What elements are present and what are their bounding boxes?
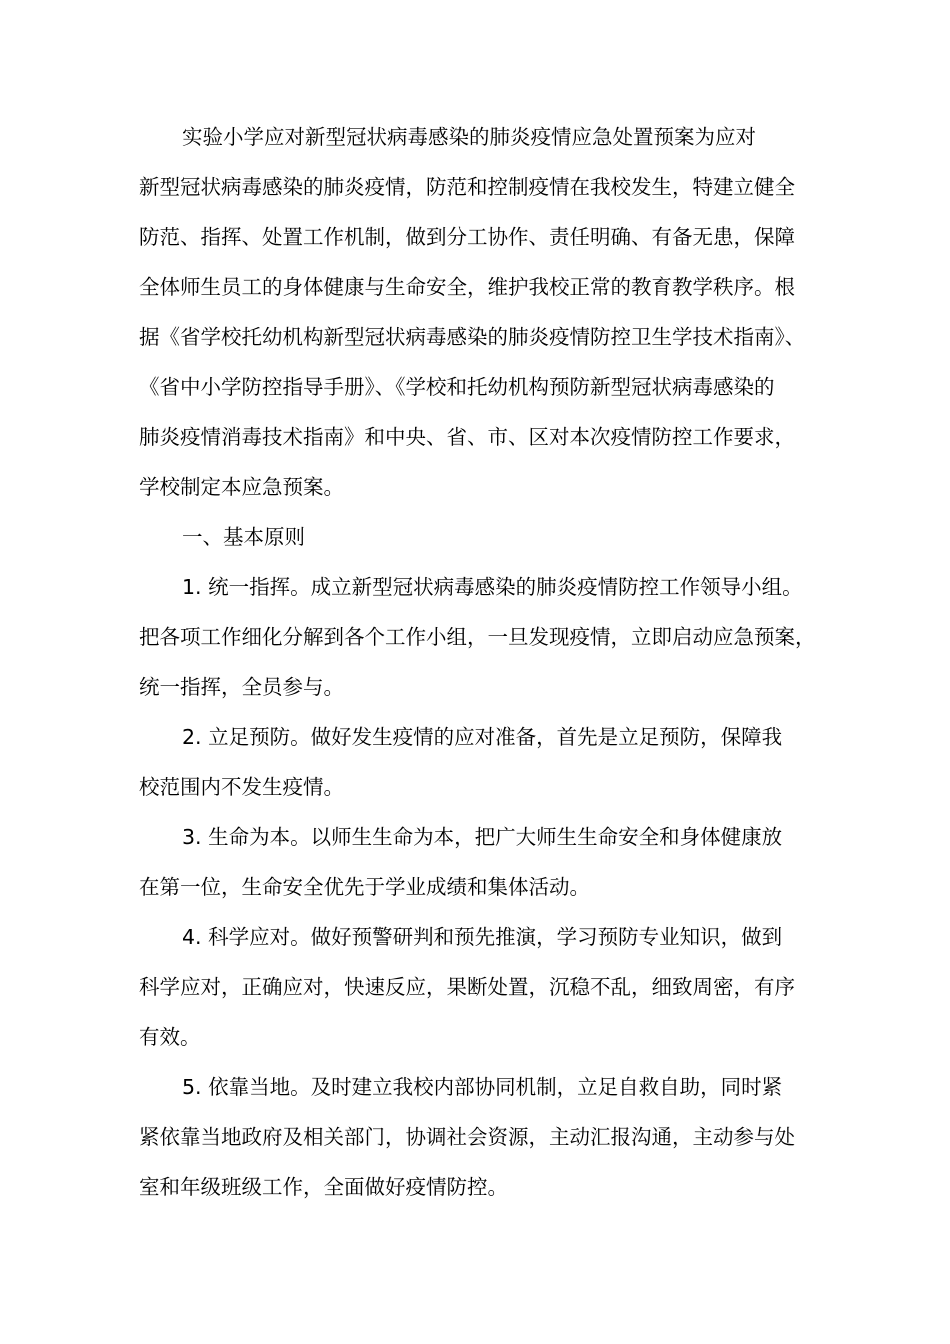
text-line: 4. 科学应对。做好预警研判和预先推演，学习预防专业知识，做到: [182, 925, 783, 949]
text-line: 紧依靠当地政府及相关部门，协调社会资源，主动汇报沟通，主动参与处: [139, 1125, 795, 1149]
text-line: 3. 生命为本。以师生生命为本，把广大师生生命安全和身体健康放: [182, 825, 783, 849]
section-heading: 一、基本原则: [182, 525, 305, 549]
text-line: 在第一位，生命安全优先于学业成绩和集体活动。: [139, 875, 590, 899]
text-line: 全体师生员工的身体健康与生命安全，维护我校正常的教育教学秩序。根: [139, 275, 795, 299]
text-line: 《省中小学防控指导手册》、《学校和托幼机构预防新型冠状病毒感染的: [139, 375, 775, 399]
text-line: 5. 依靠当地。及时建立我校内部协同机制，立足自救自助，同时紧: [182, 1075, 783, 1099]
text-line: 学校制定本应急预案。: [139, 475, 344, 499]
text-line: 室和年级班级工作，全面做好疫情防控。: [139, 1175, 508, 1199]
text-line: 科学应对，正确应对，快速反应，果断处置，沉稳不乱，细致周密，有序: [139, 975, 795, 999]
text-line: 统一指挥，全员参与。: [139, 675, 344, 699]
text-line: 肺炎疫情消毒技术指南》和中央、省、市、区对本次疫情防控工作要求，: [139, 425, 795, 449]
text-line: 1. 统一指挥。成立新型冠状病毒感染的肺炎疫情防控工作领导小组。: [182, 575, 803, 599]
text-line: 据《省学校托幼机构新型冠状病毒感染的肺炎疫情防控卫生学技术指南》、: [139, 325, 806, 349]
text-line: 新型冠状病毒感染的肺炎疫情，防范和控制疫情在我校发生，特建立健全: [139, 175, 795, 199]
text-line: 校范围内不发生疫情。: [139, 775, 344, 799]
text-line: 有效。: [139, 1025, 201, 1049]
text-line: 防范、指挥、处置工作机制，做到分工协作、责任明确、有备无患，保障: [139, 225, 795, 249]
text-line: 2. 立足预防。做好发生疫情的应对准备，首先是立足预防，保障我: [182, 725, 783, 749]
text-line: 把各项工作细化分解到各个工作小组，一旦发现疫情，立即启动应急预案，: [139, 625, 816, 649]
text-line: 实验小学应对新型冠状病毒感染的肺炎疫情应急处置预案为应对: [182, 125, 756, 149]
